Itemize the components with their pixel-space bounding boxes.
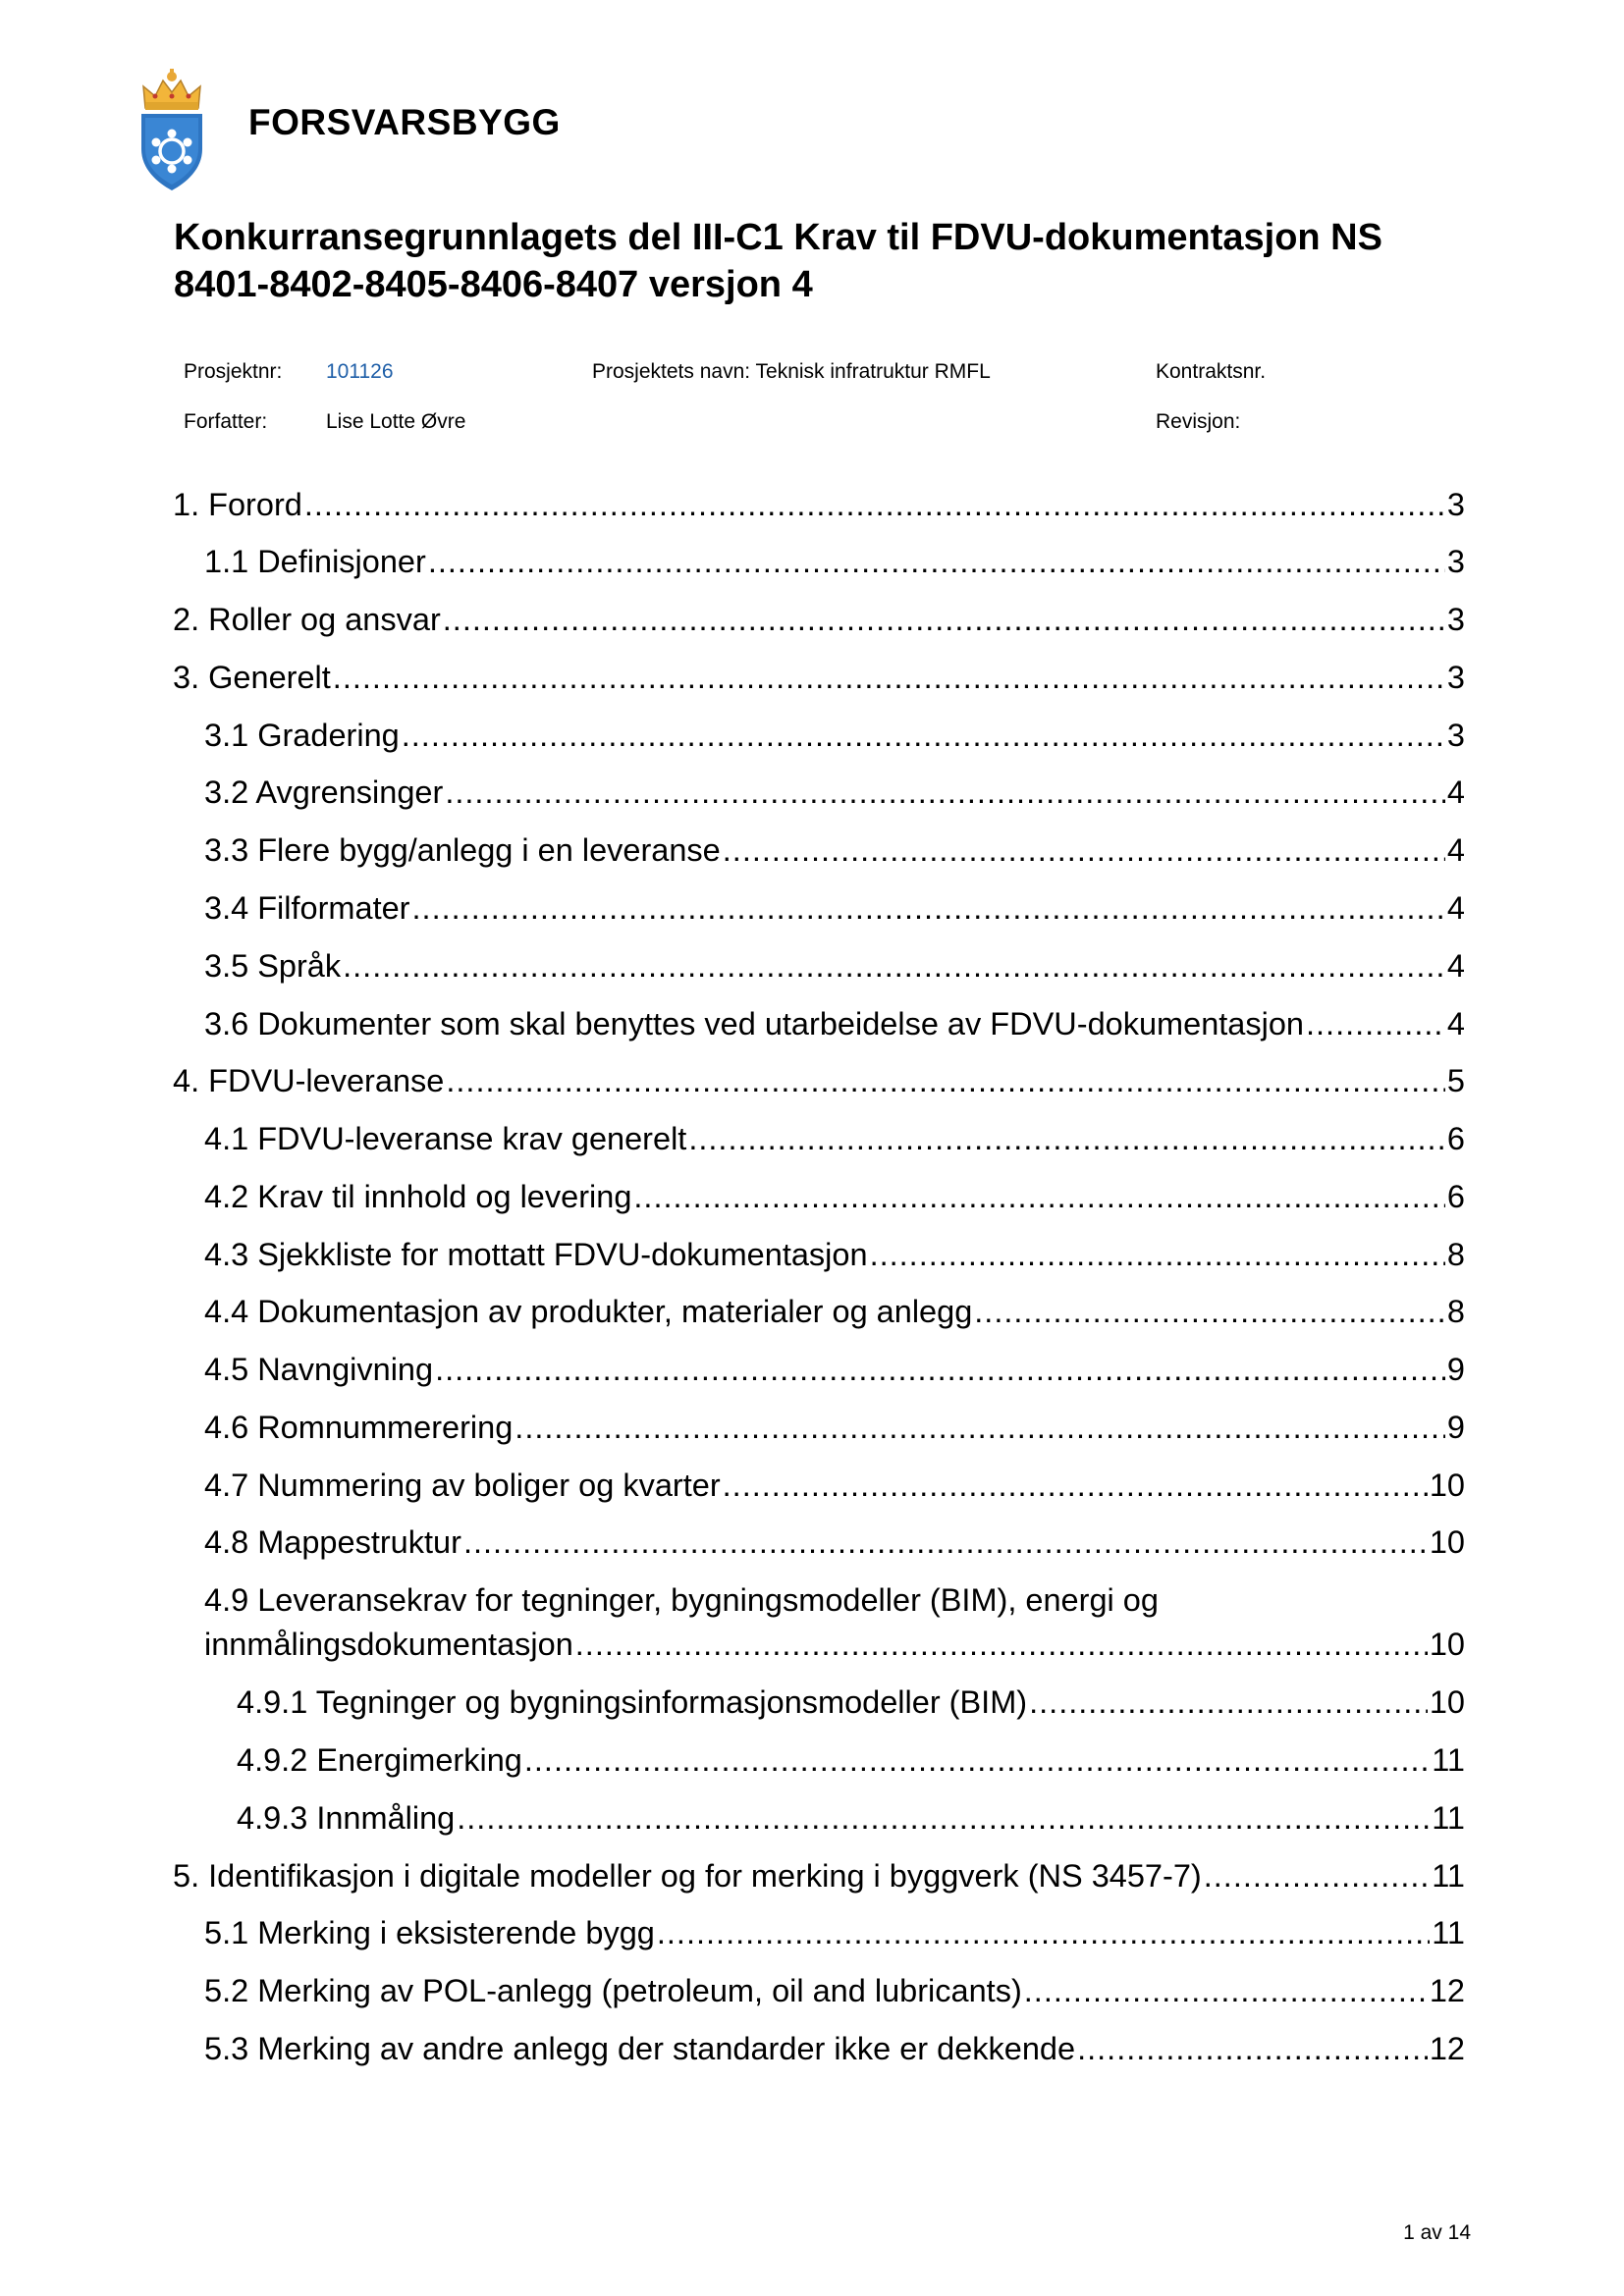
toc-entry-merking-andre[interactable]	[204, 2031, 1465, 2066]
toc-entry-label: 4.1 FDVU-leveranse krav generelt	[204, 1121, 687, 1156]
toc-entry-page: 3	[1446, 718, 1465, 753]
toc-entry-dokumentasjon-produkter[interactable]	[204, 1294, 1465, 1329]
toc-leader-dots	[402, 718, 1445, 753]
toc-entry-page: 5	[1446, 1063, 1465, 1098]
toc-entry-generelt[interactable]	[173, 660, 1465, 695]
toc-leader-dots	[633, 1179, 1445, 1214]
toc-entry-label: 3.2 Avgrensinger	[204, 774, 444, 810]
toc-entry-page: 3	[1446, 544, 1465, 579]
toc-entry-page: 10	[1429, 1684, 1465, 1720]
toc-entry-gradering[interactable]	[204, 718, 1465, 753]
toc-entry-innhold-levering[interactable]	[204, 1179, 1465, 1214]
toc-entry-mappestruktur[interactable]	[204, 1524, 1465, 1560]
toc-entry-leveransekrav-line1[interactable]: 4.9 Leveransekrav for tegninger, bygningsmodeller (BIM), energi og	[204, 1582, 1159, 1618]
toc-entry-leveransekrav[interactable]	[204, 1627, 1465, 1662]
toc-entry-forord[interactable]	[173, 487, 1465, 522]
toc-leader-dots	[1204, 1858, 1431, 1894]
toc-entry-merking-pol[interactable]	[204, 1973, 1465, 2008]
toc-entry-label: 3.5 Språk	[204, 948, 342, 984]
toc-leader-dots	[412, 890, 1445, 926]
toc-leader-dots	[524, 1742, 1430, 1778]
toc-leader-dots	[333, 660, 1445, 695]
toc-entry-krav-generelt[interactable]	[204, 1121, 1465, 1156]
toc-entry-innmaling[interactable]	[237, 1800, 1465, 1836]
toc-entry-page: 12	[1429, 2031, 1465, 2066]
toc-entry-identifikasjon[interactable]	[173, 1858, 1465, 1894]
toc-leader-dots	[457, 1800, 1430, 1836]
toc-entry-tegninger-bim[interactable]	[237, 1684, 1465, 1720]
toc-entry-label: 3.1 Gradering	[204, 718, 400, 753]
toc-entry-page: 3	[1446, 602, 1465, 637]
toc-entry-page: 10	[1429, 1627, 1465, 1662]
toc-entry-label: 4.4 Dokumentasjon av produkter, materialer og anlegg	[204, 1294, 973, 1329]
toc-entry-label: 4. FDVU-leveranse	[173, 1063, 445, 1098]
toc-leader-dots	[723, 832, 1445, 868]
toc-entry-page: 9	[1446, 1352, 1465, 1387]
project-name: Prosjektets navn: Teknisk infratruktur RMFL	[592, 360, 991, 383]
toc-entry-page: 4	[1446, 948, 1465, 984]
contract-number-label: Kontraktsnr.	[1156, 360, 1267, 383]
project-number-value[interactable]: 101126	[326, 360, 394, 383]
toc-leader-dots	[1306, 1006, 1445, 1041]
toc-leader-dots	[657, 1915, 1430, 1950]
toc-leader-dots	[870, 1237, 1445, 1272]
toc-entry-page: 3	[1446, 660, 1465, 695]
organization-name: FORSVARSBYGG	[248, 102, 561, 142]
toc-entry-label: 5.2 Merking av POL-anlegg (petroleum, oil and lubricants)	[204, 1973, 1022, 2008]
toc-entry-label: 2. Roller og ansvar	[173, 602, 441, 637]
toc-entry-roller-og-ansvar[interactable]	[173, 602, 1465, 637]
toc-entry-fdvu-leveranse[interactable]	[173, 1063, 1465, 1098]
toc-entry-page: 4	[1446, 1006, 1465, 1041]
toc-entry-flere-bygg[interactable]	[204, 832, 1465, 868]
toc-leader-dots	[974, 1294, 1445, 1329]
toc-leader-dots	[1024, 1973, 1428, 2008]
project-number-label: Prosjektnr:	[184, 360, 283, 383]
toc-entry-label: 4.6 Romnummerering	[204, 1410, 514, 1445]
toc-leader-dots	[514, 1410, 1445, 1445]
toc-leader-dots	[443, 602, 1445, 637]
toc-entry-merking-eksisterende[interactable]	[204, 1915, 1465, 1950]
document-title: Konkurransegrunnlagets del III-C1 Krav til FDVU-dokumentasjon NS 8401-8402-8405-8406-8407 versjon 4	[174, 217, 1382, 305]
toc-leader-dots	[723, 1468, 1428, 1503]
toc-entry-page: 4	[1446, 890, 1465, 926]
toc-entry-page: 6	[1446, 1121, 1465, 1156]
author-value: Lise Lotte Øvre	[326, 410, 466, 433]
toc-entry-page: 3	[1446, 487, 1465, 522]
toc-leader-dots	[1077, 2031, 1428, 2066]
revision-label: Revisjon:	[1156, 410, 1241, 433]
toc-entry-page: 8	[1446, 1237, 1465, 1272]
toc-entry-label: innmålingsdokumentasjon	[204, 1627, 573, 1662]
toc-entry-label: 5.1 Merking i eksisterende bygg	[204, 1915, 655, 1950]
toc-entry-label: 4.9.3 Innmåling	[237, 1800, 456, 1836]
toc-entry-label: 4.3 Sjekkliste for mottatt FDVU-dokumentasjon	[204, 1237, 868, 1272]
toc-entry-nummering-boliger[interactable]	[204, 1468, 1465, 1503]
toc-entry-page: 6	[1446, 1179, 1465, 1214]
toc-leader-dots	[1029, 1684, 1428, 1720]
page-number: 1 av 14	[1403, 2221, 1471, 2244]
toc-entry-navngivning[interactable]	[204, 1352, 1465, 1387]
toc-entry-definisjoner[interactable]	[204, 544, 1465, 579]
toc-entry-page: 10	[1429, 1524, 1465, 1560]
toc-entry-label: 5. Identifikasjon i digitale modeller og for merking i byggverk (NS 3457-7)	[173, 1858, 1202, 1894]
toc-leader-dots	[428, 544, 1445, 579]
toc-entry-label: 3.6 Dokumenter som skal benyttes ved utarbeidelse av FDVU-dokumentasjon	[204, 1006, 1304, 1041]
toc-entry-energimerking[interactable]	[237, 1742, 1465, 1778]
toc-entry-label: 1. Forord	[173, 487, 302, 522]
toc-entry-label: 3. Generelt	[173, 660, 331, 695]
toc-entry-page: 11	[1432, 1800, 1465, 1836]
toc-entry-label: 4.9.1 Tegninger og bygningsinformasjonsmodeller (BIM)	[237, 1684, 1028, 1720]
toc-entry-label: 5.3 Merking av andre anlegg der standarder ikke er dekkende	[204, 2031, 1076, 2066]
toc-leader-dots	[445, 774, 1445, 810]
toc-entry-label: 3.3 Flere bygg/anlegg i en leveranse	[204, 832, 721, 868]
toc-leader-dots	[304, 487, 1445, 522]
toc-leader-dots	[575, 1627, 1428, 1662]
toc-leader-dots	[435, 1352, 1445, 1387]
toc-entry-label: 4.8 Mappestruktur	[204, 1524, 461, 1560]
toc-entry-label: 1.1 Definisjoner	[204, 544, 426, 579]
toc-leader-dots	[463, 1524, 1428, 1560]
toc-entry-avgrensinger[interactable]	[204, 774, 1465, 810]
toc-entry-page: 11	[1432, 1915, 1465, 1950]
toc-entry-dokumenter[interactable]	[204, 1006, 1465, 1041]
toc-leader-dots	[688, 1121, 1445, 1156]
toc-leader-dots	[446, 1063, 1445, 1098]
toc-entry-page: 11	[1432, 1742, 1465, 1778]
toc-entry-sprak[interactable]	[204, 948, 1465, 984]
toc-entry-page: 4	[1446, 832, 1465, 868]
toc-entry-page: 10	[1429, 1468, 1465, 1503]
toc-entry-sjekkliste[interactable]	[204, 1237, 1465, 1272]
toc-entry-label: 4.5 Navngivning	[204, 1352, 434, 1387]
toc-entry-page: 8	[1446, 1294, 1465, 1329]
toc-entry-page: 9	[1446, 1410, 1465, 1445]
toc-leader-dots	[343, 948, 1445, 984]
author-label: Forfatter:	[184, 410, 268, 433]
toc-entry-filformater[interactable]	[204, 890, 1465, 926]
toc-entry-label: 4.2 Krav til innhold og levering	[204, 1179, 632, 1214]
toc-entry-page: 11	[1432, 1858, 1465, 1894]
toc-entry-label: 4.7 Nummering av boliger og kvarter	[204, 1468, 721, 1503]
toc-entry-page: 4	[1446, 774, 1465, 810]
toc-entry-label: 4.9.2 Energimerking	[237, 1742, 522, 1778]
toc-entry-page: 12	[1429, 1973, 1465, 2008]
toc-entry-romnummerering[interactable]	[204, 1410, 1465, 1445]
toc-entry-label: 3.4 Filformater	[204, 890, 410, 926]
